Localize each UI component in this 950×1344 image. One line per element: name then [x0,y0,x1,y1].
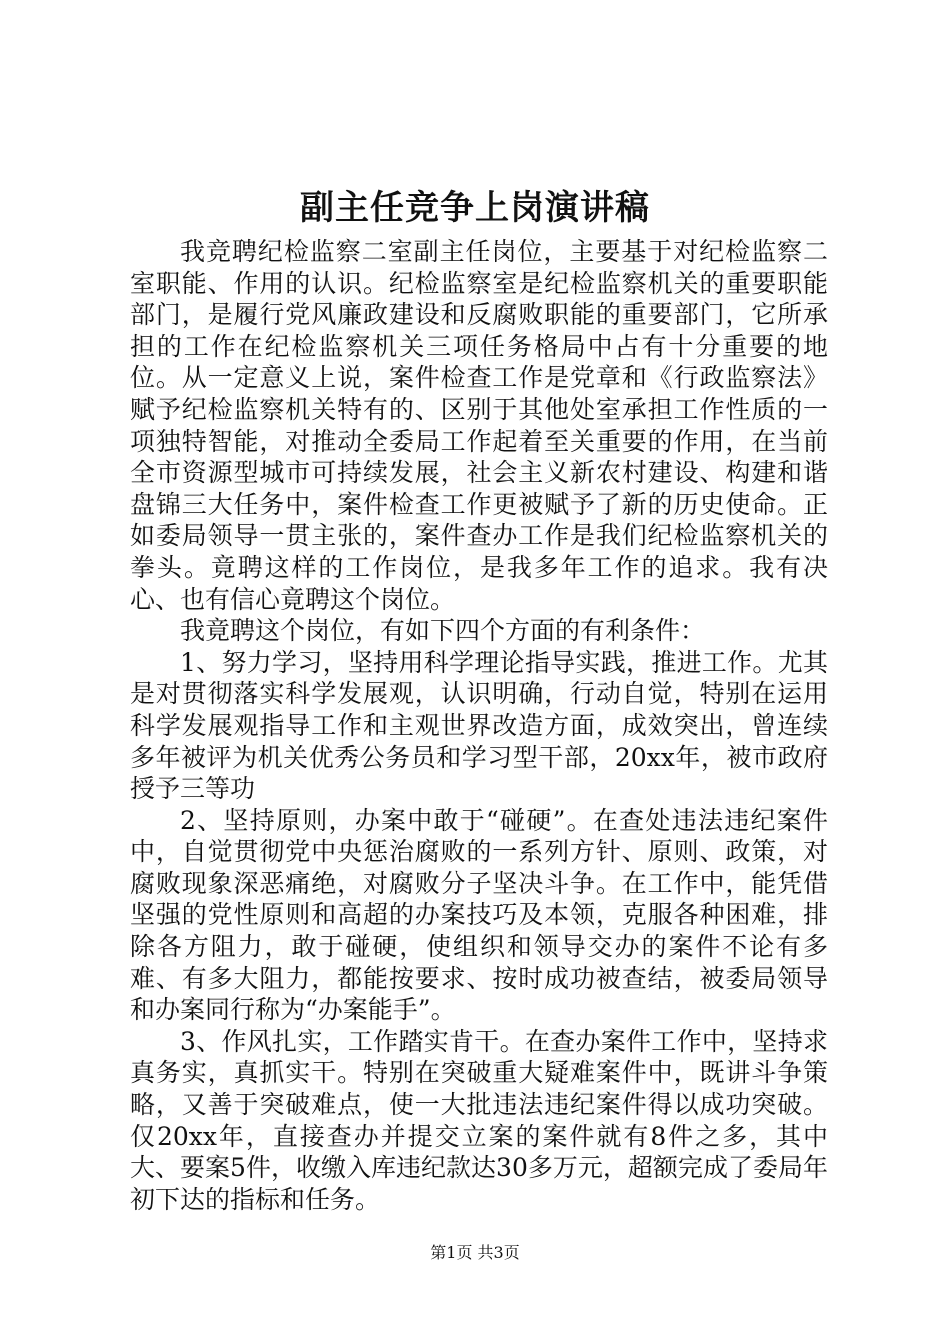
paragraph: 3、作风扎实，工作踏实肯干。在查办案件工作中，坚持求真务实，真抓实干。特别在突破重大疑难案件中，既讲斗争策略，又善于突破难点，使一大批违法违纪案件得以成功突破。仅20xx年，直接查办并提交立案的案件就有8件之多，其中大、要案5件，收缴入库违纪款达30多万元，超额完成了委局年初下达的指标和任务。 [130,1026,828,1214]
paragraph: 2、坚持原则，办案中敢于“碰硬”。在查处违法违纪案件中，自觉贯彻党中央惩治腐败的一系列方针、原则、政策，对腐败现象深恶痛绝，对腐败分子坚决斗争。在工作中，能凭借坚强的党性原则和高超的办案技巧及本领，克服各种困难，排除各方阻力，敢于碰硬，使组织和领导交办的案件不论有多难、有多大阻力，都能按要求、按时成功被查结，被委局领导和办案同行称为“办案能手”。 [130,805,828,1025]
document-body [130,236,828,1215]
page-footer: 第1页 共3页 [430,1243,520,1262]
paragraph: 我竟聘这个岗位，有如下四个方面的有利条件： [180,616,706,646]
paragraph: 1、努力学习，坚持用科学理论指导实践，推进工作。尤其是对贯彻落实科学发展观，认识明确，行动自觉，特别在运用科学发展观指导工作和主观世界改造方面，成效突出，曾连续多年被评为机关优秀公务员和学习型干部，20xx年，被市政府授予三等功 [130,647,828,804]
document-title: 副主任竞争上岗演讲稿 [300,188,650,228]
paragraph: 我竞聘纪检监察二室副主任岗位，主要基于对纪检监察二室职能、作用的认识。纪检监察室是纪检监察机关的重要职能部门，是履行党风廉政建设和反腐败职能的重要部门，它所承担的工作在纪检监察机关三项任务格局中占有十分重要的地位。从一定意义上说，案件检查工作是党章和《行政监察法》赋予纪检监察机关特有的、区别于其他处室承担工作性质的一项独特智能，对推动全委局工作起着至关重要的作用，在当前全市资源型城市可持续发展，社会主义新农村建设、构建和谐盘锦三大任务中，案件检查工作更被赋予了新的历史使命。正如委局领导一贯主张的，案件查办工作是我们纪检监察机关的拳头。竟聘这样的工作岗位，是我多年工作的追求。我有决心、也有信心竟聘这个岗位。 [130,237,828,614]
